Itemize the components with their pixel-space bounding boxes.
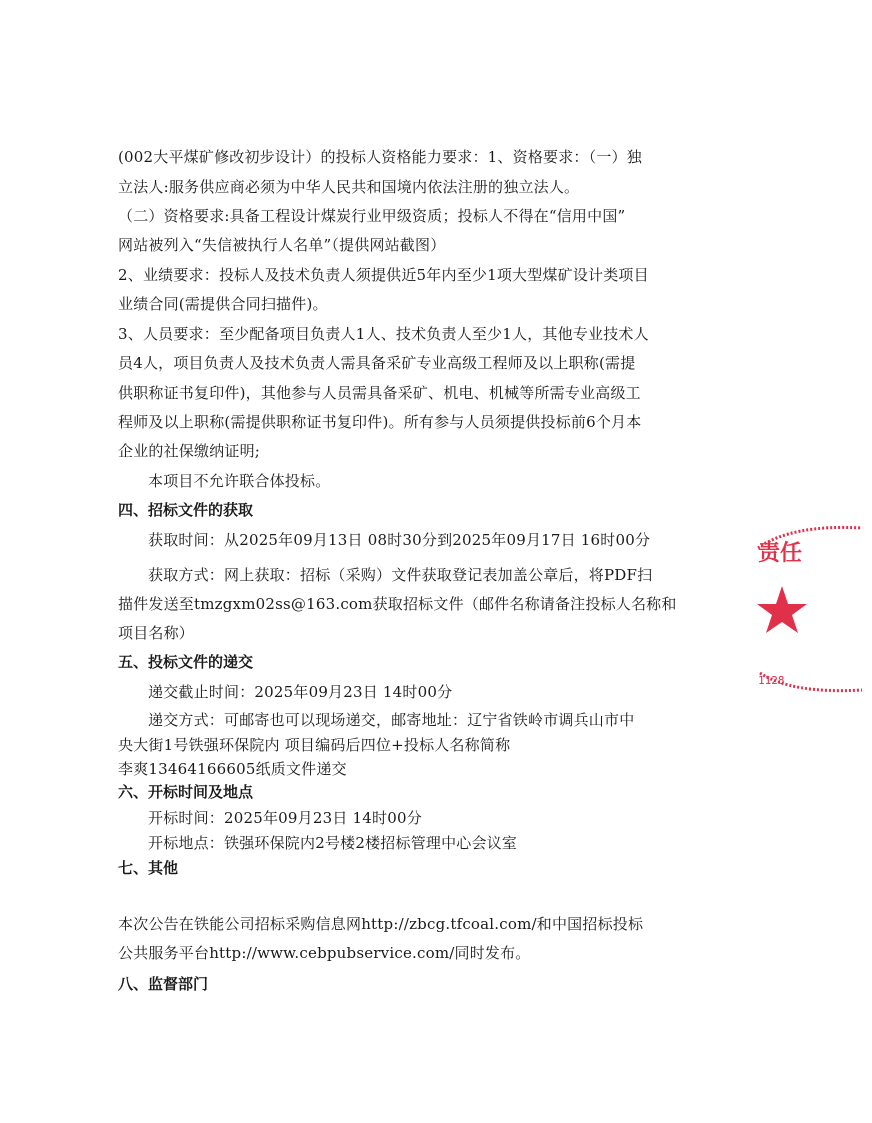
submission-deadline: 递交截止时间：2025年09月23日 14时00分 [148, 683, 453, 701]
acquisition-method-line-2: 描件发送至tmzgxm02ss@163.com获取招标文件（邮件名称请备注投标人名称和 [118, 595, 677, 613]
section-5-heading: 五、投标文件的递交 [118, 653, 254, 671]
section-4-heading: 四、招标文件的获取 [118, 501, 254, 519]
personnel-line-5: 企业的社保缴纳证明; [118, 442, 261, 460]
seal-number: 1128 [758, 674, 785, 687]
personnel-line-1: 3、人员要求：至少配备项目负责人1人、技术负责人至少1人，其他专业技术人 [118, 325, 649, 343]
personnel-line-4: 程师及以上职称(需提供职称证书复印件)。所有参与人员须提供投标前6个月本 [118, 413, 642, 431]
qualification-line-4: 网站被列入“失信被执行人名单”（提供网站截图） [118, 236, 446, 254]
acquisition-method-line-3: 项目名称） [118, 624, 195, 642]
publication-line-1: 本次公告在铁能公司招标采购信息网http://zbcg.tfcoal.com/和中国招标投标 [118, 915, 644, 933]
opening-place: 开标地点：铁强环保院内2号楼2楼招标管理中心会议室 [148, 834, 518, 852]
section-6-heading: 六、开标时间及地点 [118, 783, 254, 801]
submission-method-line-1: 递交方式：可邮寄也可以现场递交，邮寄地址：辽宁省铁岭市调兵山市中 [148, 711, 635, 729]
acquisition-method-line-1: 获取方式：网上获取：招标（采购）文件获取登记表加盖公章后，将PDF扫 [148, 566, 653, 584]
red-seal-stamp [752, 518, 812, 698]
submission-method-line-2: 央大街1号铁强环保院内 项目编码后四位+投标人名称简称 [118, 736, 511, 754]
publication-line-2: 公共服务平台http://www.cebpubservice.com/同时发布。 [118, 944, 531, 962]
consortium-note: 本项目不允许联合体投标。 [148, 472, 331, 490]
seal-text: 责任 [758, 541, 803, 566]
section-7-heading: 七、其他 [118, 859, 179, 877]
seal-graphic [752, 518, 872, 698]
qualification-line-2: 立法人:服务供应商必须为中华人民共和国境内依法注册的独立法人。 [118, 178, 580, 196]
qualification-line-1: (002大平煤矿修改初步设计）的投标人资格能力要求：1、资格要求：（一）独 [118, 148, 642, 166]
opening-time: 开标时间：2025年09月23日 14时00分 [148, 809, 422, 827]
personnel-line-2: 员4人，项目负责人及技术负责人需具备采矿专业高级工程师及以上职称(需提 [118, 354, 636, 372]
section-8-heading: 八、监督部门 [118, 975, 209, 993]
qualification-line-3: （二）资格要求:具备工程设计煤炭行业甲级资质；投标人不得在“信用中国” [118, 207, 626, 225]
performance-line-1: 2、业绩要求：投标人及技术负责人须提供近5年内至少1项大型煤矿设计类项目 [118, 266, 649, 284]
performance-line-2: 业绩合同(需提供合同扫描件)。 [118, 295, 328, 313]
acquisition-time: 获取时间：从2025年09月13日 08时30分到2025年09月17日 16时00分 [148, 531, 651, 549]
submission-method-line-3: 李爽13464166605纸质文件递交 [118, 760, 347, 778]
personnel-line-3: 供职称证书复印件)，其他参与人员需具备采矿、机电、机械等所需专业高级工 [118, 384, 641, 402]
